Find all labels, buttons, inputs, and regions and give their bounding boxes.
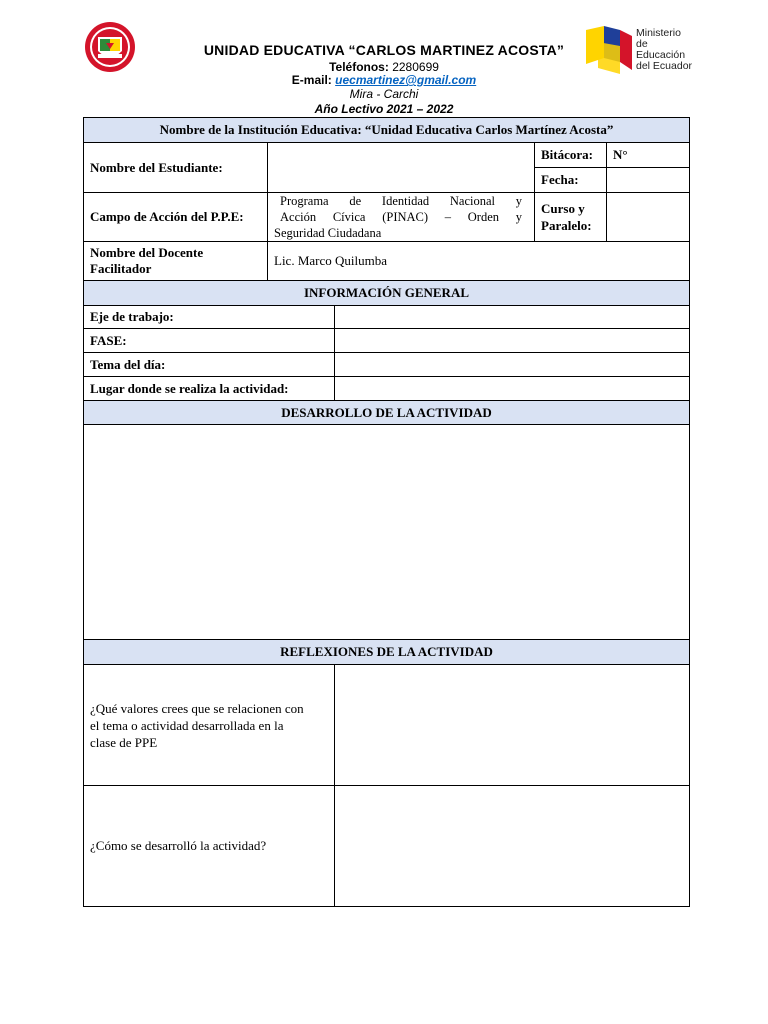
ministry-logo <box>584 24 694 76</box>
ministry-flag-icon <box>584 24 636 76</box>
development-area[interactable] <box>84 425 690 640</box>
school-year: Año Lectivo 2021 – 2022 <box>314 102 454 116</box>
phone-number: 2280699 <box>392 60 439 74</box>
fecha-label: Fecha: <box>535 168 607 193</box>
field-value: Programa de Identidad Nacional y Acción Cívica (PINAC) – Orden y Seguridad Ciudadana <box>268 193 535 242</box>
reflection-answer-development[interactable] <box>335 786 690 907</box>
activity-log-form <box>83 117 690 907</box>
course-field[interactable] <box>607 193 690 242</box>
work-axis-field[interactable] <box>335 306 690 329</box>
teacher-label: Nombre del Docente Facilitador <box>84 242 268 281</box>
phase-field[interactable] <box>335 329 690 353</box>
document-header <box>0 0 768 118</box>
ministry-logo-text: Ministerio de Educación del Ecuador <box>636 27 693 72</box>
reflection-question-values: ¿Qué valores crees que se relacionen con el tema o actividad desarrollada en la clase de PPE <box>84 665 335 786</box>
course-label: Curso y Paralelo: <box>535 193 607 242</box>
development-header: DESARROLLO DE LA ACTIVIDAD <box>84 401 690 425</box>
topic-field[interactable] <box>335 353 690 377</box>
general-row-label: Tema del día: <box>84 353 335 377</box>
teacher-name: Lic. Marco Quilumba <box>268 242 690 281</box>
fecha-field[interactable] <box>607 168 690 193</box>
activity-place-field[interactable] <box>335 377 690 401</box>
general-info-header: INFORMACIÓN GENERAL <box>84 281 690 306</box>
email-label: E-mail: <box>291 73 332 87</box>
email-link[interactable]: uecmartinez@gmail.com <box>335 73 477 87</box>
bitacora-number-field[interactable]: N° <box>607 143 690 168</box>
school-name: UNIDAD EDUCATIVA “CARLOS MARTINEZ ACOSTA” <box>203 42 565 58</box>
reflection-question-development: ¿Cómo se desarrolló la actividad? <box>84 786 335 907</box>
location: Mira - Carchi <box>349 87 419 101</box>
field-label: Campo de Acción del P.P.E: <box>84 193 268 242</box>
student-name-field[interactable] <box>268 143 535 193</box>
reflection-answer-values[interactable] <box>335 665 690 786</box>
bitacora-label: Bitácora: <box>535 143 607 168</box>
reflections-header: REFLEXIONES DE LA ACTIVIDAD <box>84 640 690 665</box>
general-row-label: Eje de trabajo: <box>84 306 335 329</box>
institution-title: Nombre de la Institución Educativa: “Unidad Educativa Carlos Martínez Acosta” <box>84 118 690 143</box>
phone-label: Teléfonos: <box>329 60 389 74</box>
student-label: Nombre del Estudiante: <box>84 143 268 193</box>
general-row-label: Lugar donde se realiza la actividad: <box>84 377 335 401</box>
general-row-label: FASE: <box>84 329 335 353</box>
